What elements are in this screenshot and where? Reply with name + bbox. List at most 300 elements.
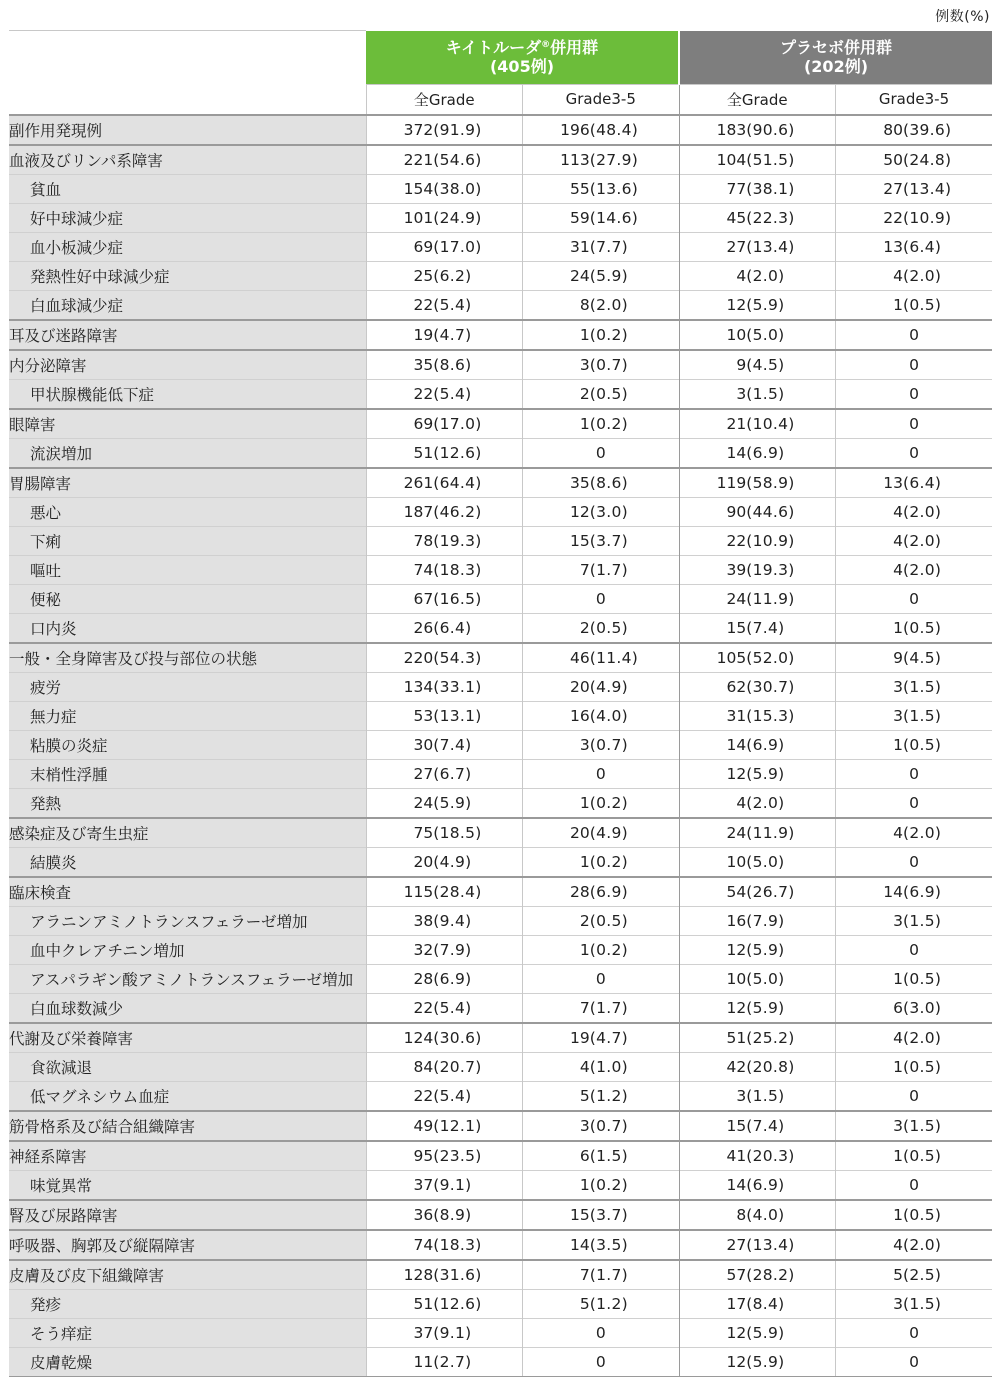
table-row	[9, 935, 992, 964]
term-label: 好中球減少症	[9, 203, 366, 232]
count: 26	[413, 618, 434, 637]
value-cell	[523, 526, 680, 555]
table-row	[9, 847, 992, 877]
percent: (38.0)	[433, 179, 482, 198]
table-row	[9, 555, 992, 584]
value-cell	[836, 847, 993, 877]
value-cell	[836, 818, 993, 848]
value-cell	[366, 232, 523, 261]
percent: (44.6)	[746, 502, 795, 521]
table-row	[9, 526, 992, 555]
count: 3	[736, 384, 747, 403]
count: 115	[403, 882, 434, 901]
value-cell	[679, 1170, 836, 1200]
percent: (2.7)	[433, 1352, 472, 1371]
percent: (0.2)	[589, 1175, 628, 1194]
count: 25	[413, 266, 434, 285]
count: 4	[893, 531, 903, 550]
percent: (18.5)	[433, 823, 482, 842]
percent: (1.7)	[589, 1265, 628, 1284]
table-row	[9, 1200, 992, 1230]
percent: (3.7)	[589, 531, 628, 550]
percent: (9.4)	[433, 911, 472, 930]
count: 75	[413, 823, 434, 842]
table-row	[9, 1170, 992, 1200]
term-label: 結膜炎	[9, 847, 366, 877]
value-cell	[679, 906, 836, 935]
count: 187	[403, 502, 434, 521]
count: 4	[893, 266, 903, 285]
percent: (10.4)	[746, 414, 795, 433]
value-cell	[836, 350, 993, 380]
term-label: 末梢性浮腫	[9, 759, 366, 788]
count: 31	[726, 706, 747, 725]
count: 1	[579, 793, 590, 812]
percent: (10.9)	[903, 208, 952, 227]
percent: (2.0)	[903, 560, 942, 579]
count: 0	[909, 1323, 919, 1342]
percent: (23.5)	[433, 1146, 482, 1165]
count: 27	[726, 1235, 747, 1254]
percent: (6.9)	[746, 1175, 785, 1194]
value-cell	[836, 555, 993, 584]
count: 28	[570, 882, 590, 901]
count: 28	[413, 969, 434, 988]
value-cell	[679, 788, 836, 818]
percent: (3.7)	[589, 1205, 628, 1224]
count: 51	[726, 1028, 747, 1047]
table-row	[9, 1260, 992, 1290]
count: 4	[893, 502, 903, 521]
value-cell	[523, 613, 680, 643]
header-blank-cell	[9, 84, 366, 115]
percent: (5.9)	[589, 266, 628, 285]
value-cell	[836, 232, 993, 261]
percent: (13.4)	[746, 237, 795, 256]
percent: (1.7)	[589, 998, 628, 1017]
count: 57	[726, 1265, 747, 1284]
count: 0	[909, 852, 919, 871]
count: 22	[413, 295, 434, 314]
count: 1	[893, 1057, 903, 1076]
percent: (7.4)	[433, 735, 472, 754]
value-cell	[366, 964, 523, 993]
category-label: 感染症及び寄生虫症	[9, 818, 366, 848]
value-cell	[366, 320, 523, 350]
count: 220	[403, 648, 434, 667]
count: 1	[893, 295, 903, 314]
count: 22	[413, 998, 434, 1017]
count: 10	[726, 325, 747, 344]
percent: (0.5)	[903, 1205, 942, 1224]
count: 24	[726, 589, 747, 608]
value-cell	[679, 409, 836, 439]
value-cell	[523, 1023, 680, 1053]
percent: (1.0)	[589, 1057, 628, 1076]
percent: (9.1)	[433, 1175, 472, 1194]
value-cell	[523, 497, 680, 526]
value-cell	[679, 759, 836, 788]
percent: (8.4)	[746, 1294, 785, 1313]
count: 80	[883, 120, 903, 139]
value-cell	[679, 1023, 836, 1053]
table-row	[9, 145, 992, 175]
percent: (5.9)	[746, 764, 785, 783]
percent: (28.2)	[746, 1265, 795, 1284]
percent: (18.3)	[433, 560, 482, 579]
percent: (5.9)	[746, 1352, 785, 1371]
percent: (5.4)	[433, 384, 472, 403]
value-cell	[679, 1318, 836, 1347]
value-cell	[523, 964, 680, 993]
count: 12	[726, 295, 747, 314]
percent: (1.5)	[903, 911, 942, 930]
percent: (6.4)	[433, 618, 472, 637]
value-cell	[679, 613, 836, 643]
value-cell	[523, 555, 680, 584]
percent: (12.1)	[433, 1116, 482, 1135]
category-label: 血液及びリンパ系障害	[9, 145, 366, 175]
value-cell	[836, 1023, 993, 1053]
percent: (2.0)	[903, 1028, 942, 1047]
value-cell	[836, 379, 993, 409]
count: 2	[579, 618, 590, 637]
value-cell	[679, 1141, 836, 1171]
count: 21	[726, 414, 747, 433]
value-cell	[366, 1318, 523, 1347]
table-row	[9, 818, 992, 848]
percent: (7.4)	[746, 618, 785, 637]
percent: (0.2)	[589, 852, 628, 871]
count: 90	[726, 502, 747, 521]
percent: (90.6)	[746, 120, 795, 139]
count: 11	[413, 1352, 434, 1371]
count: 3	[893, 677, 903, 696]
value-cell	[836, 730, 993, 759]
count: 4	[893, 823, 903, 842]
percent: (0.2)	[589, 793, 628, 812]
percent: (31.6)	[433, 1265, 482, 1284]
count: 19	[570, 1028, 590, 1047]
count: 261	[403, 473, 434, 492]
term-label: 下痢	[9, 526, 366, 555]
percent: (4.5)	[903, 648, 942, 667]
percent: (22.3)	[746, 208, 795, 227]
count: 14	[726, 443, 747, 462]
count: 6	[893, 998, 903, 1017]
value-cell	[836, 261, 993, 290]
term-label: 流涙増加	[9, 438, 366, 468]
count: 12	[726, 1352, 747, 1371]
value-cell	[366, 497, 523, 526]
term-label: 粘膜の炎症	[9, 730, 366, 759]
table-row	[9, 203, 992, 232]
value-cell	[679, 1289, 836, 1318]
value-cell	[679, 1260, 836, 1290]
table-row	[9, 672, 992, 701]
header-blank-cell	[9, 31, 366, 85]
percent: (12.6)	[433, 1294, 482, 1313]
term-label: アスパラギン酸アミノトランスフェラーゼ増加	[9, 964, 366, 993]
value-cell	[836, 584, 993, 613]
percent: (6.4)	[903, 237, 942, 256]
count: 4	[893, 560, 903, 579]
count: 3	[736, 1086, 747, 1105]
table-row	[9, 643, 992, 673]
count: 7	[579, 560, 590, 579]
count: 372	[403, 120, 434, 139]
count: 37	[413, 1175, 434, 1194]
count: 0	[595, 1352, 606, 1371]
category-label: 内分泌障害	[9, 350, 366, 380]
category-label: 副作用発現例	[9, 115, 366, 145]
percent: (51.5)	[746, 150, 795, 169]
registered-mark: ®	[541, 40, 551, 50]
value-cell	[679, 847, 836, 877]
value-cell	[836, 320, 993, 350]
percent: (3.0)	[903, 998, 942, 1017]
count: 1	[579, 852, 590, 871]
table-row	[9, 1023, 992, 1053]
percent: (7.4)	[746, 1116, 785, 1135]
count: 27	[726, 237, 747, 256]
count: 128	[403, 1265, 434, 1284]
category-label: 筋骨格系及び結合組織障害	[9, 1111, 366, 1141]
count: 42	[726, 1057, 747, 1076]
subheader-row	[9, 84, 992, 115]
value-cell	[523, 788, 680, 818]
term-label: 血中クレアチニン増加	[9, 935, 366, 964]
count: 24	[413, 793, 434, 812]
percent: (10.9)	[746, 531, 795, 550]
count: 4	[736, 793, 747, 812]
value-cell	[836, 115, 993, 145]
table-row	[9, 115, 992, 145]
percent: (1.2)	[589, 1086, 628, 1105]
percent: (30.6)	[433, 1028, 482, 1047]
value-cell	[366, 290, 523, 320]
count: 5	[579, 1086, 590, 1105]
subheader-grade3-5: Grade3-5	[836, 84, 993, 115]
value-cell	[366, 672, 523, 701]
percent: (25.2)	[746, 1028, 795, 1047]
count: 12	[726, 998, 747, 1017]
count: 12	[726, 764, 747, 783]
value-cell	[679, 350, 836, 380]
count: 46	[570, 648, 590, 667]
percent: (17.0)	[433, 414, 482, 433]
value-cell	[836, 993, 993, 1023]
percent: (0.5)	[589, 384, 628, 403]
value-cell	[366, 1260, 523, 1290]
value-cell	[523, 468, 680, 498]
value-cell	[366, 1170, 523, 1200]
percent: (7.7)	[589, 237, 628, 256]
group-header-keytruda	[366, 31, 679, 85]
table-row	[9, 468, 992, 498]
count: 15	[570, 531, 590, 550]
count: 13	[883, 237, 903, 256]
count: 3	[579, 1116, 590, 1135]
percent: (1.5)	[903, 1294, 942, 1313]
value-cell	[523, 759, 680, 788]
value-cell	[366, 1052, 523, 1081]
value-cell	[366, 203, 523, 232]
value-cell	[523, 1170, 680, 1200]
count: 9	[893, 648, 903, 667]
percent: (6.9)	[589, 882, 628, 901]
count: 16	[726, 911, 747, 930]
value-cell	[836, 526, 993, 555]
value-cell	[679, 1052, 836, 1081]
value-cell	[836, 468, 993, 498]
value-cell	[366, 261, 523, 290]
count: 17	[726, 1294, 747, 1313]
count: 32	[413, 940, 434, 959]
count: 37	[413, 1323, 434, 1342]
percent: (91.9)	[433, 120, 482, 139]
table-row	[9, 174, 992, 203]
table-row	[9, 438, 992, 468]
category-label: 一般・全身障害及び投与部位の状態	[9, 643, 366, 673]
value-cell	[523, 174, 680, 203]
term-label: 無力症	[9, 701, 366, 730]
table-row	[9, 788, 992, 818]
percent: (11.9)	[746, 823, 795, 842]
value-cell	[679, 730, 836, 759]
count: 1	[893, 1205, 903, 1224]
value-cell	[366, 1141, 523, 1171]
value-cell	[523, 379, 680, 409]
value-cell	[679, 438, 836, 468]
value-cell	[836, 1289, 993, 1318]
value-cell	[523, 730, 680, 759]
count: 27	[883, 179, 903, 198]
count: 1	[579, 414, 590, 433]
value-cell	[679, 526, 836, 555]
value-cell	[366, 1023, 523, 1053]
count: 196	[560, 120, 590, 139]
count: 0	[595, 969, 606, 988]
value-cell	[366, 993, 523, 1023]
percent: (1.5)	[589, 1146, 628, 1165]
percent: (5.9)	[746, 1323, 785, 1342]
value-cell	[366, 555, 523, 584]
percent: (1.5)	[903, 706, 942, 725]
table-row	[9, 1347, 992, 1376]
count: 13	[883, 473, 903, 492]
percent: (7.9)	[746, 911, 785, 930]
table-row	[9, 906, 992, 935]
term-label: 皮膚乾燥	[9, 1347, 366, 1376]
count: 1	[893, 1146, 903, 1165]
count: 51	[413, 1294, 434, 1313]
count: 1	[579, 1175, 590, 1194]
value-cell	[836, 759, 993, 788]
value-cell	[523, 261, 680, 290]
percent: (0.5)	[903, 295, 942, 314]
table-row	[9, 964, 992, 993]
term-label: 味覚異常	[9, 1170, 366, 1200]
percent: (48.4)	[589, 120, 639, 139]
percent: (13.4)	[746, 1235, 795, 1254]
count: 39	[726, 560, 747, 579]
value-cell	[679, 1230, 836, 1260]
percent: (5.9)	[746, 998, 785, 1017]
value-cell	[366, 468, 523, 498]
percent: (5.9)	[746, 295, 785, 314]
percent: (11.4)	[589, 648, 639, 667]
percent: (4.5)	[746, 355, 785, 374]
table-row	[9, 1111, 992, 1141]
percent: (3.5)	[589, 1235, 628, 1254]
count: 7	[579, 1265, 590, 1284]
value-cell	[836, 174, 993, 203]
percent: (24.9)	[433, 208, 482, 227]
percent: (1.5)	[903, 1116, 942, 1135]
value-cell	[836, 877, 993, 907]
table-body	[9, 115, 992, 1377]
value-cell	[836, 906, 993, 935]
value-cell	[836, 1230, 993, 1260]
count: 10	[726, 852, 747, 871]
table-row	[9, 993, 992, 1023]
percent: (0.7)	[589, 355, 628, 374]
value-cell	[679, 818, 836, 848]
percent: (13.4)	[903, 179, 952, 198]
value-cell	[523, 1260, 680, 1290]
count: 5	[579, 1294, 590, 1313]
value-cell	[523, 935, 680, 964]
count: 10	[726, 969, 747, 988]
value-cell	[366, 1111, 523, 1141]
value-cell	[679, 145, 836, 175]
category-label: 皮膚及び皮下組織障害	[9, 1260, 366, 1290]
table-row	[9, 730, 992, 759]
percent: (2.5)	[903, 1265, 942, 1284]
count: 1	[893, 969, 903, 988]
percent: (0.5)	[903, 969, 942, 988]
count: 45	[726, 208, 747, 227]
term-label: 嘔吐	[9, 555, 366, 584]
count: 104	[716, 150, 747, 169]
percent: (0.2)	[589, 325, 628, 344]
term-label: 悪心	[9, 497, 366, 526]
percent: (1.7)	[589, 560, 628, 579]
value-cell	[366, 438, 523, 468]
count: 4	[893, 1235, 903, 1254]
value-cell	[836, 145, 993, 175]
value-cell	[679, 1081, 836, 1111]
value-cell	[523, 847, 680, 877]
count: 1	[893, 735, 903, 754]
count: 51	[413, 443, 434, 462]
percent: (46.2)	[433, 502, 482, 521]
percent: (9.1)	[433, 1323, 472, 1342]
percent: (38.1)	[746, 179, 795, 198]
count: 20	[570, 823, 590, 842]
percent: (6.7)	[433, 764, 472, 783]
count: 7	[579, 998, 590, 1017]
value-cell	[523, 672, 680, 701]
percent: (39.6)	[903, 120, 952, 139]
subheader-grade3-5: Grade3-5	[523, 84, 680, 115]
value-cell	[523, 1318, 680, 1347]
value-cell	[523, 115, 680, 145]
percent: (6.9)	[746, 443, 785, 462]
subheader-all-grade: 全Grade	[679, 84, 836, 115]
percent: (20.7)	[433, 1057, 482, 1076]
